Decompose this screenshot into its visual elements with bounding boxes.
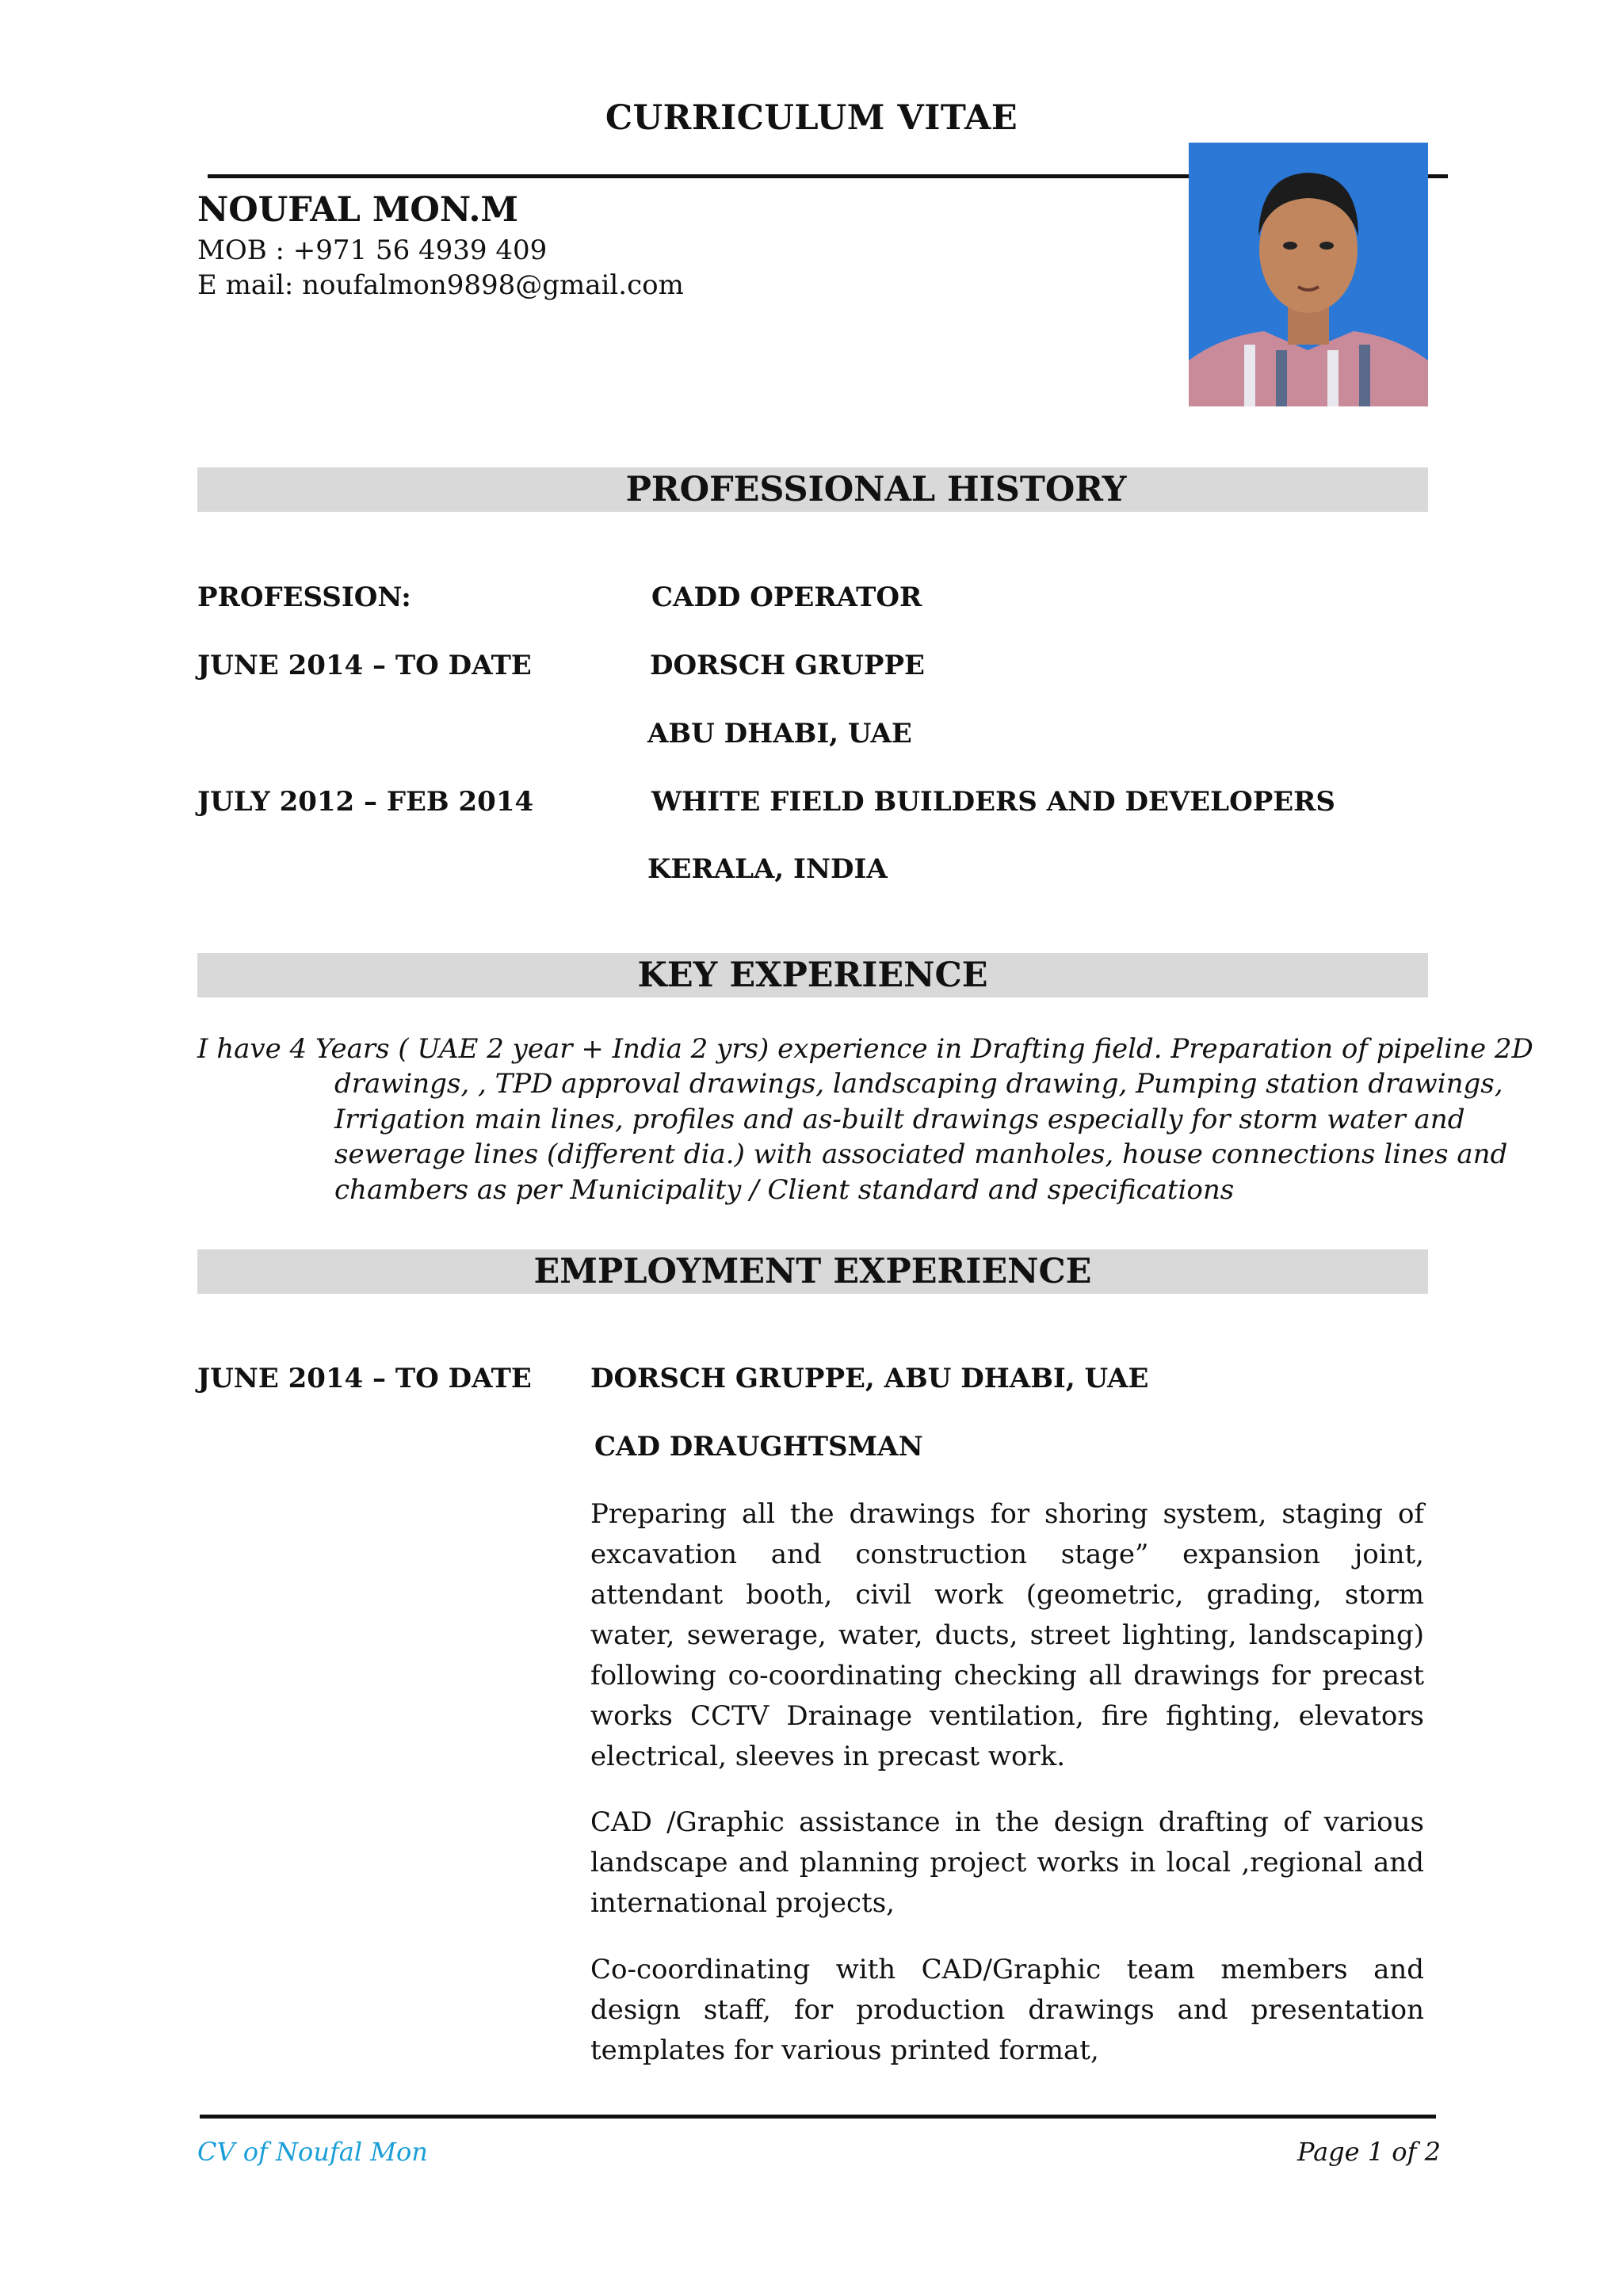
employment-paragraph: Preparing all the drawings for shoring system, staging of excavation and construction stage” expansion joint, attendant booth, civil work (geometric, grading, storm water, sewerage, water, ducts, street lighting, landscaping) following co-coordinating checking all drawings for precast works CCTV Drainage ventilation, fire fighting, elevators electrical, sleeves in precast work. bbox=[590, 1498, 1424, 1772]
section-heading-professional-history: PROFESSIONAL HISTORY bbox=[625, 470, 1127, 509]
footer-divider bbox=[200, 2115, 1436, 2119]
section-bar-employment-experience bbox=[197, 1249, 1428, 1294]
key-experience-line: drawings, , TPD approval drawings, landscaping drawing, Pumping station drawings, bbox=[334, 1068, 1503, 1100]
section-bar-key-experience bbox=[197, 953, 1428, 997]
employment-period: JUNE 2014 – TO DATE bbox=[197, 1363, 532, 1394]
section-heading-key-experience: KEY EXPERIENCE bbox=[637, 955, 988, 995]
key-experience-line: sewerage lines (different dia.) with associated manholes, house connections lines and bbox=[334, 1138, 1508, 1170]
email-address: E mail: noufalmon9898@gmail.com bbox=[197, 269, 684, 301]
candidate-name: NOUFAL MON.M bbox=[197, 190, 519, 230]
employment-role: CAD DRAUGHTSMAN bbox=[594, 1431, 923, 1463]
key-experience-line: Irrigation main lines, profiles and as-built drawings especially for storm water and bbox=[334, 1104, 1465, 1135]
profession-value: CADD OPERATOR bbox=[651, 582, 922, 613]
employment-paragraph: Co-coordinating with CAD/Graphic team members and design staff, for production drawings and presentation templates for various printed format, bbox=[590, 1954, 1424, 2066]
section-heading-employment-experience: EMPLOYMENT EXPERIENCE bbox=[533, 1252, 1092, 1291]
profile-photo bbox=[1189, 143, 1428, 406]
employment-company: DORSCH GRUPPE, ABU DHABI, UAE bbox=[590, 1363, 1149, 1394]
job2-period: JULY 2012 – FEB 2014 bbox=[197, 786, 534, 818]
document-title: CURRICULUM VITAE bbox=[605, 98, 1018, 138]
job1-period: JUNE 2014 – TO DATE bbox=[197, 650, 532, 681]
job2-company: WHITE FIELD BUILDERS AND DEVELOPERS bbox=[651, 786, 1335, 818]
footer-document-name: CV of Noufal Mon bbox=[197, 2137, 428, 2167]
footer-page-number: Page 1 of 2 bbox=[1297, 2137, 1441, 2167]
key-experience-line: I have 4 Years ( UAE 2 year + India 2 yrs) experience in Drafting field. Preparation of pipeline 2D bbox=[197, 1033, 1533, 1065]
section-bar-professional-history bbox=[197, 467, 1428, 512]
job2-location: KERALA, INDIA bbox=[647, 853, 888, 885]
profile-photo-image bbox=[1189, 143, 1428, 406]
job1-location: ABU DHABI, UAE bbox=[647, 718, 912, 749]
job1-company: DORSCH GRUPPE bbox=[650, 650, 925, 681]
profession-label: PROFESSION: bbox=[197, 582, 411, 613]
key-experience-line: chambers as per Municipality / Client standard and specifications bbox=[334, 1174, 1235, 1206]
employment-paragraph: CAD /Graphic assistance in the design drafting of various landscape and planning project works in local ,regional and international projects, bbox=[590, 1806, 1424, 1919]
mobile-number: MOB : +971 56 4939 409 bbox=[197, 235, 548, 266]
